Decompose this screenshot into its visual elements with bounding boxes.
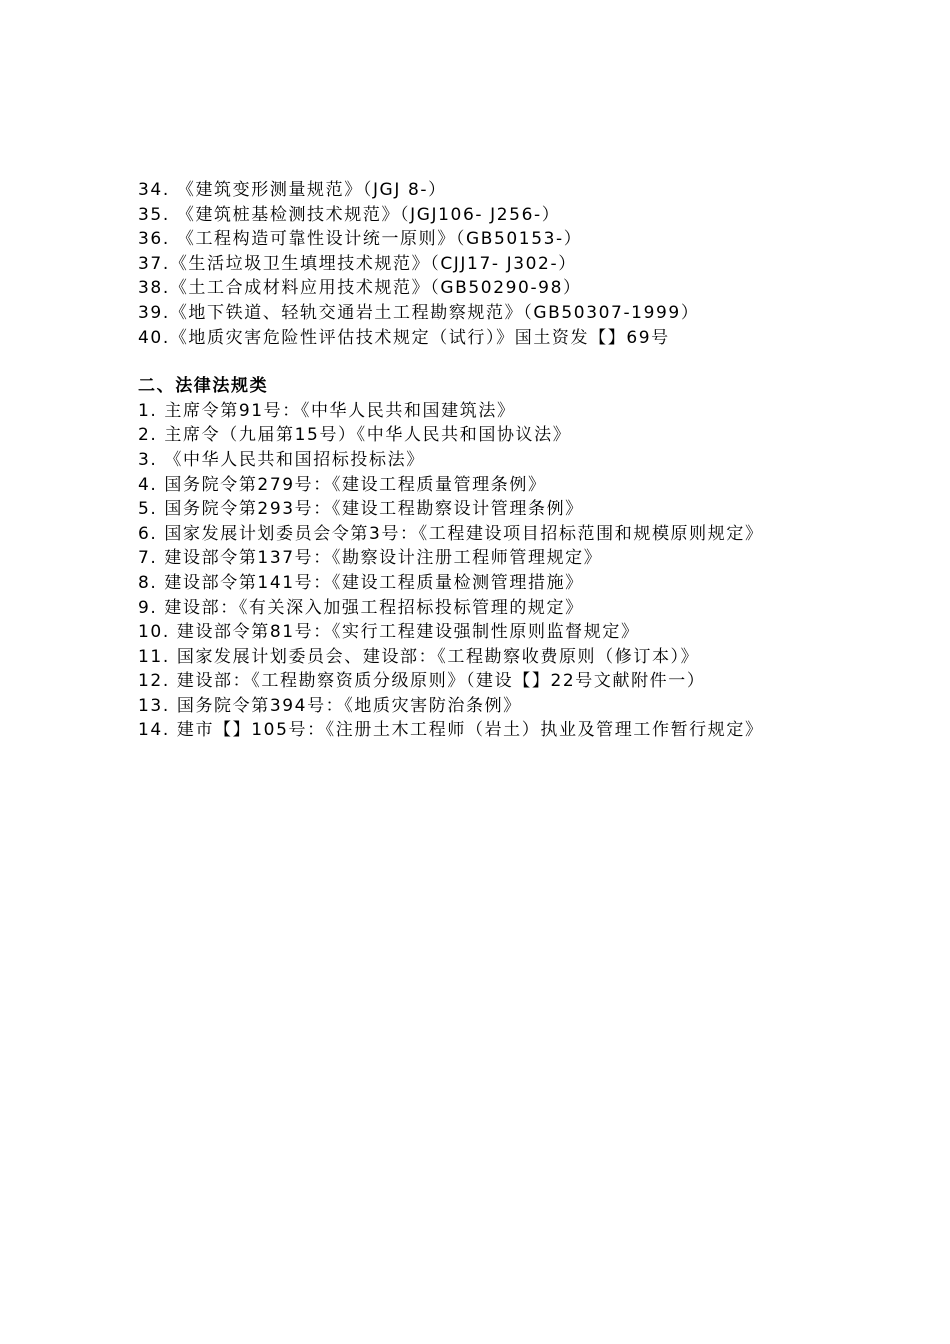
list-item: 3. 《中华人民共和国招标投标法》 [138, 449, 425, 470]
list-item: 37.《生活垃圾卫生填埋技术规范》（CJJ17- J302-） [138, 253, 577, 274]
list-item: 35. 《建筑桩基检测技术规范》（JGJ106- J256-） [138, 204, 561, 225]
list-item: 39.《地下铁道、轻轨交通岩土工程勘察规范》（GB50307-1999） [138, 302, 700, 323]
laws-list [138, 399, 838, 743]
list-item: 40.《地质灾害危险性评估技术规定（试行）》国土资发【】69号 [138, 327, 670, 348]
list-item: 8. 建设部令第141号：《建设工程质量检测管理措施》 [138, 572, 584, 593]
list-item: 12. 建设部：《工程勘察资质分级原则》（建设【】22号文献附件一） [138, 671, 706, 692]
list-item: 2. 主席令（九届第15号）《中华人民共和国协议法》 [138, 425, 572, 446]
list-item: 9. 建设部：《有关深入加强工程招标投标管理的规定》 [138, 597, 584, 618]
list-item: 14. 建市【】105号：《注册土木工程师（岩土）执业及管理工作暂行规定》 [138, 720, 764, 741]
standards-list [138, 178, 838, 350]
document-page [138, 178, 838, 743]
list-item: 7. 建设部令第137号：《勘察设计注册工程师管理规定》 [138, 548, 603, 569]
list-item: 5. 国务院令第293号：《建设工程勘察设计管理条例》 [138, 499, 584, 520]
section-heading: 二、法律法规类 [138, 376, 269, 397]
list-item: 6. 国家发展计划委员会令第3号：《工程建设项目招标范围和规模原则规定》 [138, 523, 764, 544]
list-item: 13. 国务院令第394号：《地质灾害防治条例》 [138, 695, 522, 716]
list-item: 38.《土工合成材料应用技术规范》（GB50290-98） [138, 278, 582, 299]
list-item: 4. 国务院令第279号：《建设工程质量管理条例》 [138, 474, 547, 495]
list-item: 10. 建设部令第81号：《实行工程建设强制性原则监督规定》 [138, 622, 640, 643]
list-item: 34. 《建筑变形测量规范》（JGJ 8-） [138, 180, 447, 200]
list-item: 36. 《工程构造可靠性设计统一原则》（GB50153-） [138, 229, 583, 250]
list-item: 1. 主席令第91号：《中华人民共和国建筑法》 [138, 400, 516, 421]
list-item: 11. 国家发展计划委员会、建设部：《工程勘察收费原则（修订本）》 [138, 646, 700, 667]
